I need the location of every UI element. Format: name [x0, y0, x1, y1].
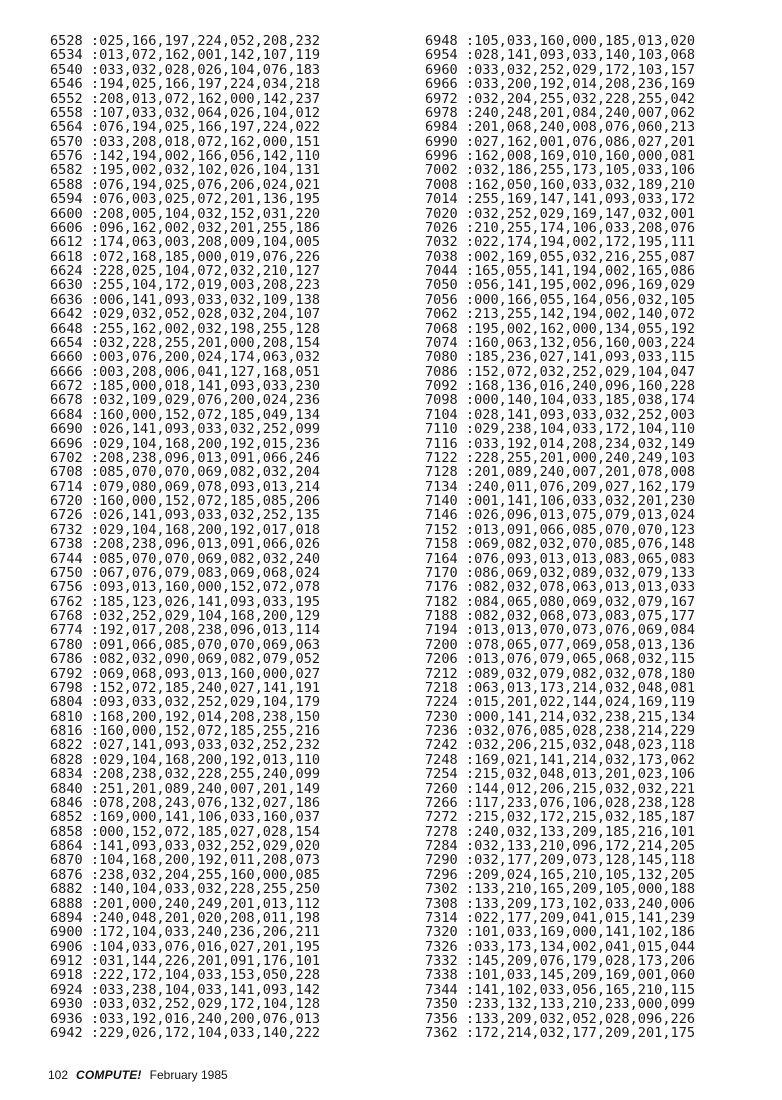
listing-line: 7362 :172,214,032,177,209,201,175 [425, 1024, 696, 1041]
listing-line: 7056 :000,166,055,164,056,032,105 [425, 291, 696, 308]
listing-line: 6846 :078,208,243,076,132,027,186 [50, 794, 321, 811]
listing-line: 6966 :033,200,192,014,208,236,169 [425, 76, 696, 93]
listing-line: 7272 :215,032,172,215,032,185,187 [425, 809, 696, 826]
listing-line: 6534 :013,072,162,001,142,107,119 [50, 47, 321, 64]
listing-line: 7302 :133,210,165,209,105,000,188 [425, 881, 696, 898]
listing-line: 6972 :032,204,255,032,228,255,042 [425, 90, 696, 107]
listing-line: 7188 :082,032,068,073,083,075,177 [425, 608, 696, 624]
listing-line: 6942 :229,026,172,104,033,140,222 [50, 1024, 321, 1041]
listing-line: 7158 :069,082,032,070,085,076,148 [425, 536, 696, 553]
listing-line: 7182 :084,065,080,069,032,079,167 [425, 593, 696, 610]
listing-line: 7170 :086,069,032,089,032,079,133 [425, 564, 696, 581]
listing-line: 6636 :006,141,093,033,032,109,138 [50, 291, 321, 308]
listing-line: 7218 :063,013,173,214,032,048,081 [425, 679, 696, 696]
listing-line: 6696 :029,104,168,200,192,015,236 [50, 435, 321, 452]
listing-line: 6948 :105,033,160,000,185,013,020 [425, 33, 696, 49]
listing-line: 6564 :076,194,025,166,197,224,022 [50, 119, 321, 136]
listing-line: 6606 :096,162,002,032,201,255,186 [50, 219, 321, 236]
listing-line: 7248 :169,021,141,214,032,173,062 [425, 751, 696, 768]
listing-line: 6762 :185,123,026,141,093,033,195 [50, 593, 321, 610]
issue-date: February 1985 [149, 1068, 228, 1082]
listing-line: 6822 :027,141,093,033,032,252,232 [50, 737, 321, 754]
listing-line: 6672 :185,000,018,141,093,033,230 [50, 378, 321, 394]
listing-line: 7224 :015,201,022,144,024,169,119 [425, 694, 696, 711]
listing-line: 6882 :140,104,033,032,228,255,250 [50, 881, 321, 898]
listing-line: 6576 :142,194,002,166,056,142,110 [50, 148, 321, 164]
listing-column-left [50, 34, 320, 1040]
listing-line: 7074 :160,063,132,056,160,003,224 [425, 334, 696, 351]
listing-line: 7314 :022,177,209,041,015,141,239 [425, 909, 696, 926]
listing-line: 6858 :000,152,072,185,027,028,154 [50, 823, 321, 840]
listing-line: 6630 :255,104,172,019,003,208,223 [50, 277, 321, 294]
listing-line: 7008 :162,050,160,033,032,189,210 [425, 176, 696, 193]
listing-line: 6816 :160,000,152,072,185,255,216 [50, 723, 321, 739]
listing-line: 7014 :255,169,147,141,093,033,172 [425, 191, 696, 208]
listing-line: 7098 :000,140,104,033,185,038,174 [425, 392, 696, 409]
listing-line: 7356 :133,209,032,052,028,096,226 [425, 1010, 696, 1027]
listing-line: 6786 :082,032,090,069,082,079,052 [50, 651, 321, 668]
listing-line: 6678 :032,109,029,076,200,024,236 [50, 392, 321, 409]
listing-line: 7200 :078,065,077,069,058,013,136 [425, 636, 696, 653]
listing-line: 6792 :069,068,093,013,160,000,027 [50, 665, 321, 682]
listing-line: 7092 :168,136,016,240,096,160,228 [425, 378, 696, 394]
listing-line: 7038 :002,169,055,032,216,255,087 [425, 248, 696, 265]
listing-line: 6960 :033,032,252,029,172,103,157 [425, 61, 696, 78]
listing-line: 7236 :032,076,085,028,238,214,229 [425, 723, 696, 739]
listing-line: 6540 :033,032,028,026,104,076,183 [50, 61, 321, 78]
listing-line: 6738 :208,238,096,013,091,066,026 [50, 536, 321, 553]
listing-line: 6912 :031,144,226,201,091,176,101 [50, 953, 321, 969]
listing-line: 6834 :208,238,032,228,255,240,099 [50, 766, 321, 783]
listing-line: 6978 :240,248,201,084,240,007,062 [425, 104, 696, 121]
listing-line: 6666 :003,208,006,041,127,168,051 [50, 363, 321, 380]
listing-line: 6768 :032,252,029,104,168,200,129 [50, 608, 321, 624]
listing-line: 6924 :033,238,104,033,141,093,142 [50, 981, 321, 998]
listing-line: 7176 :082,032,078,063,013,013,033 [425, 579, 696, 596]
listing-line: 6600 :208,005,104,032,152,031,220 [50, 205, 321, 222]
listing-line: 7350 :233,132,133,210,233,000,099 [425, 996, 696, 1013]
listing-line: 7062 :213,255,142,194,002,140,072 [425, 306, 696, 323]
listing-line: 7284 :032,133,210,096,172,214,205 [425, 838, 696, 854]
listing-line: 6582 :195,002,032,102,026,104,131 [50, 162, 321, 179]
listing-line: 6702 :208,238,096,013,091,066,246 [50, 449, 321, 466]
listing-line: 7044 :165,055,141,194,002,165,086 [425, 263, 696, 279]
page-footer [48, 1068, 228, 1082]
listing-line: 7032 :022,174,194,002,172,195,111 [425, 234, 696, 251]
listing-line: 7290 :032,177,209,073,128,145,118 [425, 852, 696, 869]
listing-line: 7128 :201,089,240,007,201,078,008 [425, 464, 696, 481]
listing-line: 7206 :013,076,079,065,068,032,115 [425, 651, 696, 668]
listing-line: 6930 :033,032,252,029,172,104,128 [50, 996, 321, 1013]
listing-line: 7086 :152,072,032,252,029,104,047 [425, 363, 696, 380]
listing-column-right [425, 34, 695, 1040]
listing-line: 7266 :117,233,076,106,028,238,128 [425, 794, 696, 811]
listing-line: 7116 :033,192,014,208,234,032,149 [425, 435, 696, 452]
listing-line: 6936 :033,192,016,240,200,076,013 [50, 1010, 321, 1027]
listing-line: 6528 :025,166,197,224,052,208,232 [50, 33, 321, 49]
listing-line: 7242 :032,206,215,032,048,023,118 [425, 737, 696, 754]
listing-line: 7122 :228,255,201,000,240,249,103 [425, 449, 696, 466]
listing-line: 6726 :026,141,093,033,032,252,135 [50, 507, 321, 524]
listing-line: 7320 :101,033,169,000,141,102,186 [425, 924, 696, 941]
listing-line: 7020 :032,252,029,169,147,032,001 [425, 205, 696, 222]
listing-line: 6984 :201,068,240,008,076,060,213 [425, 119, 696, 136]
listing-line: 7326 :033,173,134,002,041,015,044 [425, 938, 696, 955]
listing-line: 7152 :013,091,066,085,070,070,123 [425, 521, 696, 538]
listing-line: 6870 :104,168,200,192,011,208,073 [50, 852, 321, 869]
listing-line: 6852 :169,000,141,106,033,160,037 [50, 809, 321, 826]
listing-line: 7080 :185,236,027,141,093,033,115 [425, 349, 696, 366]
listing-line: 7212 :089,032,079,082,032,078,180 [425, 665, 696, 682]
listing-line: 7026 :210,255,174,106,033,208,076 [425, 219, 696, 236]
listing-line: 6732 :029,104,168,200,192,017,018 [50, 521, 321, 538]
listing-line: 6876 :238,032,204,255,160,000,085 [50, 866, 321, 883]
listing-line: 6804 :093,033,032,252,029,104,179 [50, 694, 321, 711]
listing-line: 7344 :141,102,033,056,165,210,115 [425, 981, 696, 998]
listing-line: 6714 :079,080,069,078,093,013,214 [50, 478, 321, 495]
listing-line: 6660 :003,076,200,024,174,063,032 [50, 349, 321, 366]
listing-line: 6708 :085,070,070,069,082,032,204 [50, 464, 321, 481]
listing-line: 6906 :104,033,076,016,027,201,195 [50, 938, 321, 955]
listing-line: 7050 :056,141,195,002,096,169,029 [425, 277, 696, 294]
listing-line: 6918 :222,172,104,033,153,050,228 [50, 967, 321, 984]
listing-line: 6840 :251,201,089,240,007,201,149 [50, 780, 321, 797]
magazine-name: COMPUTE! [76, 1068, 142, 1082]
listing-line: 7308 :133,209,173,102,033,240,006 [425, 895, 696, 912]
listing-line: 6618 :072,168,185,000,019,076,226 [50, 248, 321, 265]
listing-line: 7002 :032,186,255,173,105,033,106 [425, 162, 696, 179]
listing-line: 6774 :192,017,208,238,096,013,114 [50, 622, 321, 639]
listing-line: 7278 :240,032,133,209,185,216,101 [425, 823, 696, 840]
listing-line: 6690 :026,141,093,033,032,252,099 [50, 421, 321, 438]
listing-line: 6900 :172,104,033,240,236,206,211 [50, 924, 321, 941]
listing-line: 7104 :028,141,093,033,032,252,003 [425, 406, 696, 423]
listing-line: 7146 :026,096,013,075,079,013,024 [425, 507, 696, 524]
listing-line: 7068 :195,002,162,000,134,055,192 [425, 320, 696, 337]
listing-line: 6642 :029,032,052,028,032,204,107 [50, 306, 321, 323]
listing-line: 6888 :201,000,240,249,201,013,112 [50, 895, 321, 912]
listing-line: 6894 :240,048,201,020,208,011,198 [50, 909, 321, 926]
listing-line: 6990 :027,162,001,076,086,027,201 [425, 133, 696, 150]
listing-line: 7338 :101,033,145,209,169,001,060 [425, 967, 696, 984]
listing-line: 7194 :013,013,070,073,076,069,084 [425, 622, 696, 639]
listing-line: 6624 :228,025,104,072,032,210,127 [50, 263, 321, 279]
listing-line: 7230 :000,141,214,032,238,215,134 [425, 708, 696, 725]
listing-line: 6756 :093,013,160,000,152,072,078 [50, 579, 321, 596]
listing-line: 6684 :160,000,152,072,185,049,134 [50, 406, 321, 423]
listing-line: 7140 :001,141,106,033,032,201,230 [425, 493, 696, 509]
listing-line: 6588 :076,194,025,076,206,024,021 [50, 176, 321, 193]
listing-line: 6828 :029,104,168,200,192,013,110 [50, 751, 321, 768]
listing-line: 6558 :107,033,032,064,026,104,012 [50, 104, 321, 121]
listing-line: 7164 :076,093,013,013,083,065,083 [425, 550, 696, 567]
page-number: 102 [48, 1068, 69, 1082]
listing-line: 7110 :029,238,104,033,172,104,110 [425, 421, 696, 438]
listing-line: 6954 :028,141,093,033,140,103,068 [425, 47, 696, 64]
listing-line: 6798 :152,072,185,240,027,141,191 [50, 679, 321, 696]
listing-line: 6570 :033,208,018,072,162,000,151 [50, 133, 321, 150]
listing-line: 6720 :160,000,152,072,185,085,206 [50, 493, 321, 509]
listing-line: 6612 :174,063,003,208,009,104,005 [50, 234, 321, 251]
listing-line: 6810 :168,200,192,014,208,238,150 [50, 708, 321, 725]
listing-line: 6750 :067,076,079,083,069,068,024 [50, 564, 321, 581]
listing-line: 6780 :091,066,085,070,070,069,063 [50, 636, 321, 653]
listing-line: 6594 :076,003,025,072,201,136,195 [50, 191, 321, 208]
listing-line: 6648 :255,162,002,032,198,255,128 [50, 320, 321, 337]
listing-line: 7134 :240,011,076,209,027,162,179 [425, 478, 696, 495]
listing-line: 7254 :215,032,048,013,201,023,106 [425, 766, 696, 783]
listing-line: 7296 :209,024,165,210,105,132,205 [425, 866, 696, 883]
listing-line: 7332 :145,209,076,179,028,173,206 [425, 953, 696, 969]
listing-line: 6996 :162,008,169,010,160,000,081 [425, 148, 696, 164]
listing-line: 6744 :085,070,070,069,082,032,240 [50, 550, 321, 567]
listing-line: 6546 :194,025,166,197,224,034,218 [50, 76, 321, 93]
listing-line: 6654 :032,228,255,201,000,208,154 [50, 334, 321, 351]
listing-line: 6864 :141,093,033,032,252,029,020 [50, 838, 321, 854]
listing-line: 6552 :208,013,072,162,000,142,237 [50, 90, 321, 107]
listing-line: 7260 :144,012,206,215,032,032,221 [425, 780, 696, 797]
